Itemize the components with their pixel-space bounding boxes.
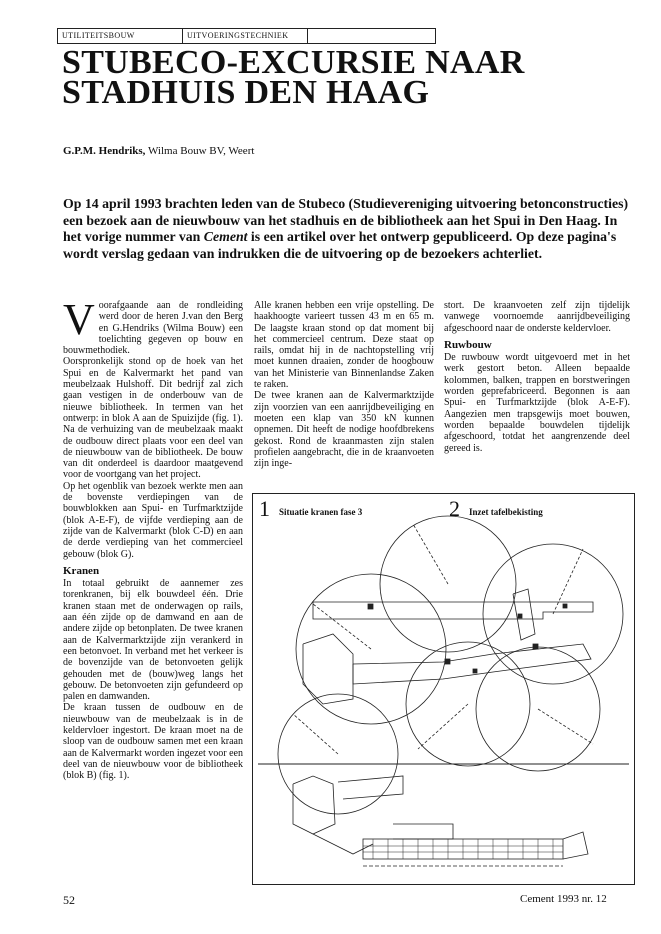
intro-paragraph <box>63 295 243 357</box>
author-name: G.P.M. Hendriks, <box>63 145 146 157</box>
author-affiliation: Wilma Bouw BV, Weert <box>147 145 255 157</box>
section-tag-uitvoeringstechniek: UITVOERINGSTECHNIEK <box>183 29 308 43</box>
page-number: 52 <box>63 893 75 907</box>
col3-paragraph-2: De ruwbouw wordt uitgevoerd met in het werk gestort beton. Alleen bepaalde kolommen, balken, trappen en borstweringen worden geprefabriceerd. Begonnen is aan Spui- en Turfmarktzijde (blok A-E-F). Aangezien men trapsgewijs moet bouwen, worden bepaalde bouwdelen tijdelijk afgeschoord, totdat het aangrenzende deel gereed is. <box>444 352 630 454</box>
title-line-1: STUBECO-EXCURSIE NAAR <box>62 44 525 81</box>
heading-ruwbouw: Ruwbouw <box>444 338 492 351</box>
lead-paragraph <box>63 196 633 262</box>
section-tag-utiliteitsbouw: UTILITEITSBOUW <box>58 29 183 43</box>
journal-issue: Cement 1993 nr. 12 <box>520 893 607 905</box>
section-tag-empty <box>308 29 435 43</box>
column-3 <box>444 300 630 454</box>
figure-panel <box>252 493 635 885</box>
column-1 <box>63 295 243 782</box>
lead-journal: Cement <box>203 229 248 244</box>
title-line-2: STADHUIS DEN HAAG <box>62 74 430 111</box>
col1-paragraph-1: oorafgaande aan de rondleiding werd door de heren J.van den Berg en G.Hendriks (Wilma Bouw) een toelichting gegeven op bouw en bouwmethodiek. <box>63 300 243 357</box>
section-tags <box>57 28 436 44</box>
figure-label-2: Inzet tafelbekisting <box>469 507 543 517</box>
col3-paragraph-1: stort. De kraanvoeten zelf zijn tijdelijk vanwege voornoemde aanrijdbeveiliging afgeschoord naar de onderste keldervloer. <box>444 300 630 334</box>
author-line <box>63 145 254 157</box>
site-plan-drawing <box>253 494 634 884</box>
lead-part-1: Op 14 april 1993 brachten leden van de Stubeco (Studievereniging uitvoering betonconstructies) een bezoek aan de nieuwbouw van het stadhuis en de bibliotheek aan het Spui in Den Haag. In het vorige nummer van <box>63 196 629 244</box>
heading-kranen: Kranen <box>63 564 100 577</box>
lead-part-2: is een artikel over het ontwerp gepubliceerd. Op deze pagina's wordt verslag gedaan van indrukken die de uitvoering op de bezoekers achterliet. <box>63 229 617 261</box>
drop-cap: V <box>63 295 95 344</box>
figure-number-2: 2 <box>449 496 460 521</box>
col2-paragraph-1: Alle kranen hebben een vrije opstelling. De haakhoogte varieert tussen 43 m en 65 m. De laagste kraan stond op dat moment bij het commercieel centrum. Deze staat op rails, omdat hij in de nachtopstelling vrij moet kunnen draaien, zonder de hoogbouw van het Ministerie van Binnenlandse Zaken te raken. <box>254 300 434 391</box>
article-title <box>62 44 622 111</box>
col1-paragraph-3: Op het ogenblik van bezoek werkte men aan de bovenste verdiepingen van de bouwblokken aan Spui- en Turfmarktzijde (blok A-E-F), de vijfde verdieping aan de zijde van de Kalvermarkt (blok C-D) en aan de derde verdieping van het commercieel gebouw (blok G). <box>63 480 243 560</box>
column-2 <box>254 300 434 469</box>
col2-paragraph-2: De twee kranen aan de Kalvermarktzijde zijn voorzien van een aanrijdbeveiliging en moeten een klap van 350 kN kunnen opnemen. Dit heeft de nodige hoofdbrekens gekost. Rond de kraanmasten zijn stalen profielen aangebracht, die in de kraanvoeten zijn inge- <box>254 390 434 470</box>
col1-paragraph-2: Oorspronkelijk stond op de hoek van het Spui en de Kalvermarkt het pand van meubelzaak Hulshoff. Dit bedrijf zal zich gaan vestigen in de onderbouw van de nieuwe bibliotheek. In termen van het ontwerp: in blok A aan de Spuizijde (fig. 1). Na de verhuizing van de meubelzaak maakt de oudbouw direct plaats voor een deel van de nieuwbouw van de bibliotheek. De bouw van dit onderdeel is daardoor maatgevend voor de voortgang van het project. <box>63 356 243 481</box>
figure-label-1: Situatie kranen fase 3 <box>279 507 363 517</box>
col1-paragraph-5: De kraan tussen de oudbouw en de nieuwbouw van de meubelzaak is in de keldervloer ingestort. De kraan moet na de sloop van de oudbouw samen met een kraan aan de Kalvermarkt worden ingezet voor een deel van de nieuwbouw voor de bibliotheek (blok B) (fig. 1). <box>63 702 243 782</box>
col1-paragraph-4: In totaal gebruikt de aannemer zes torenkranen, bij elk bouwdeel één. Drie kranen staan met de onderwagen op rails, aan één zijde op de damwand en aan de andere zijde op betonplaten. De twee kranen aan de Kalvermarktzijde zijn verankerd in een betonvoet. In verband met het verkeer is de bovenzijde van de betonvoeten gelijk gehouden met de (bouw)weg langs het gebouw. De betonvoeten zijn gefundeerd op palen en damwanden. <box>63 578 243 703</box>
figure-number-1: 1 <box>259 496 270 521</box>
